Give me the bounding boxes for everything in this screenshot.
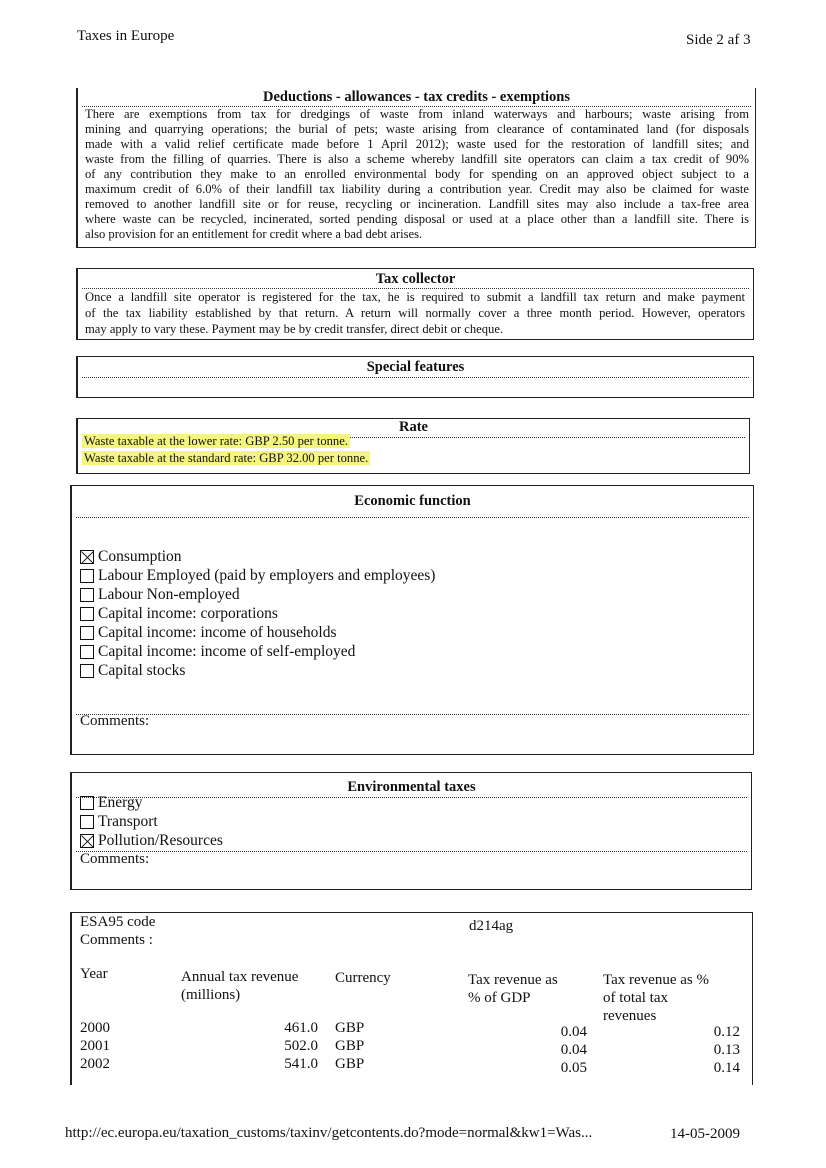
esa95-section xyxy=(70,912,753,1085)
table-cell-currency: GBP xyxy=(335,1038,365,1054)
economic-option[interactable] xyxy=(80,604,278,623)
economic-option-label: Capital income: income of self-employed xyxy=(98,642,356,660)
tax-collector-line: Once a landfill site operator is registered for the tax, he is required to submit a landfill tax return and make payment xyxy=(85,290,745,304)
deductions-line: There are exemptions from tax for dredgings of waste from inland waterways and harbours; waste arising from xyxy=(85,107,749,121)
economic-function-title: Economic function xyxy=(354,493,471,509)
deductions-text xyxy=(85,107,749,242)
footer-url[interactable]: http://ec.europa.eu/taxation_customs/taxinv/getcontents.do?mode=normal&kw1=Was... xyxy=(65,1125,593,1141)
economic-option-label: Labour Employed (paid by employers and employees) xyxy=(98,566,436,584)
environmental-option[interactable] xyxy=(80,793,142,812)
rate-title: Rate xyxy=(399,419,428,435)
checkbox[interactable] xyxy=(80,626,94,640)
esa95-comments-label: Comments : xyxy=(80,932,153,948)
checked-checkbox[interactable] xyxy=(80,550,94,564)
divider xyxy=(76,797,747,798)
table-cell-currency: GBP xyxy=(335,1056,365,1072)
col-annual-revenue: Annual tax revenue (millions) xyxy=(181,969,299,1003)
table-cell-currency: GBP xyxy=(335,1020,365,1036)
table-cell-gdp: 0.04 xyxy=(560,1042,587,1058)
checkbox[interactable] xyxy=(80,588,94,602)
table-cell-gdp: 0.04 xyxy=(560,1024,587,1040)
table-cell-total: 0.12 xyxy=(713,1024,740,1040)
economic-option-label: Capital income: income of households xyxy=(98,623,337,641)
col-gdp: Tax revenue as % of GDP xyxy=(468,972,558,1006)
rate-section xyxy=(76,418,750,474)
checkbox[interactable] xyxy=(80,796,94,810)
tax-collector-section xyxy=(76,268,754,340)
tax-collector-text xyxy=(85,289,745,337)
economic-option[interactable] xyxy=(80,566,435,585)
economic-option[interactable] xyxy=(80,585,240,604)
col-total: Tax revenue as % of total tax revenues xyxy=(603,972,709,1024)
special-features-section xyxy=(76,356,754,398)
divider xyxy=(76,517,749,518)
economic-option[interactable] xyxy=(80,547,182,566)
table-cell-year: 2000 xyxy=(80,1020,110,1036)
table-cell-revenue: 502.0 xyxy=(284,1038,318,1054)
deductions-line: maximum credit of 6.0% of their landfill tax liability during a contribution year. Credit may also be claimed for waste xyxy=(85,182,749,196)
checkbox[interactable] xyxy=(80,569,94,583)
economic-option[interactable] xyxy=(80,661,185,680)
deductions-line: where waste can be recycled, incinerated, sorted pending disposal or used at a place other than a landfill site. There is xyxy=(85,212,749,226)
divider xyxy=(76,714,749,715)
table-cell-revenue: 461.0 xyxy=(284,1020,318,1036)
tax-collector-title: Tax collector xyxy=(375,271,456,287)
economic-option-label: Labour Non-employed xyxy=(98,585,240,603)
tax-collector-line: may apply to vary these. Payment may be by credit transfer, direct debit or cheque. xyxy=(85,322,504,336)
deductions-title: Deductions - allowances - tax credits - exemptions xyxy=(262,89,571,105)
divider xyxy=(82,377,749,378)
tax-collector-line: of the tax liability established by that return. A return will normally cover a three month period. However, operators xyxy=(85,306,745,320)
esa95-code-value: d214ag xyxy=(469,918,514,934)
environmental-option-label: Pollution/Resources xyxy=(98,831,223,849)
checkbox[interactable] xyxy=(80,815,94,829)
deductions-line: removed to another landfill site or for reuse, recycling or incineration. Landfill sites may also include a tax-free area xyxy=(85,197,749,211)
esa95-code-label: ESA95 code xyxy=(80,914,156,930)
table-cell-year: 2001 xyxy=(80,1038,110,1054)
economic-option-label: Capital income: corporations xyxy=(98,604,278,622)
economic-option-label: Capital stocks xyxy=(98,661,186,679)
table-cell-total: 0.13 xyxy=(713,1042,740,1058)
deductions-line: mining and quarrying operations; the burial of pets; waste arising from clearance of contaminated land (for disposals xyxy=(85,122,749,136)
environmental-option[interactable] xyxy=(80,831,223,850)
page-number: Side 2 af 3 xyxy=(686,32,751,48)
checkbox[interactable] xyxy=(80,664,94,678)
deductions-line: waste from the filling of quarries. There is also a scheme whereby landfill site operators can claim a tax credit of 90% xyxy=(85,152,749,166)
environmental-comments-label: Comments: xyxy=(80,851,150,867)
economic-option[interactable] xyxy=(80,642,355,661)
table-cell-gdp: 0.05 xyxy=(560,1060,587,1076)
economic-option-label: Consumption xyxy=(98,547,182,565)
environmental-taxes-title: Environmental taxes xyxy=(347,779,476,795)
checkbox[interactable] xyxy=(80,645,94,659)
deductions-section xyxy=(76,88,756,248)
environmental-option-label: Transport xyxy=(98,812,158,830)
checkbox[interactable] xyxy=(80,607,94,621)
deductions-line: of any contribution they make to an enrolled environmental body for spending on an approved object subject to a xyxy=(85,167,749,181)
environmental-taxes-section xyxy=(70,772,752,890)
footer-date: 14-05-2009 xyxy=(670,1126,740,1142)
environmental-option[interactable] xyxy=(80,812,158,831)
table-cell-total: 0.14 xyxy=(713,1060,740,1076)
deductions-line: also provision for an entitlement for credit where a bad debt arises. xyxy=(85,227,423,241)
checked-checkbox[interactable] xyxy=(80,834,94,848)
special-features-title: Special features xyxy=(366,359,465,375)
economic-function-section xyxy=(70,485,754,755)
environmental-option-label: Energy xyxy=(98,793,143,811)
table-cell-revenue: 541.0 xyxy=(284,1056,318,1072)
document-title: Taxes in Europe xyxy=(77,28,175,44)
rate-standard: Waste taxable at the standard rate: GBP 32.00 per tonne. xyxy=(84,451,369,465)
col-currency: Currency xyxy=(335,970,391,986)
table-cell-year: 2002 xyxy=(80,1056,110,1072)
rate-lower: Waste taxable at the lower rate: GBP 2.50 per tonne. xyxy=(84,434,348,448)
economic-option[interactable] xyxy=(80,623,336,642)
economic-comments-label: Comments: xyxy=(80,713,150,729)
col-year: Year xyxy=(80,966,108,982)
deductions-line: made with a valid relief certificate made before 1 April 2012); waste used for the restoration of landfill sites; and xyxy=(85,137,749,151)
divider xyxy=(76,851,747,852)
